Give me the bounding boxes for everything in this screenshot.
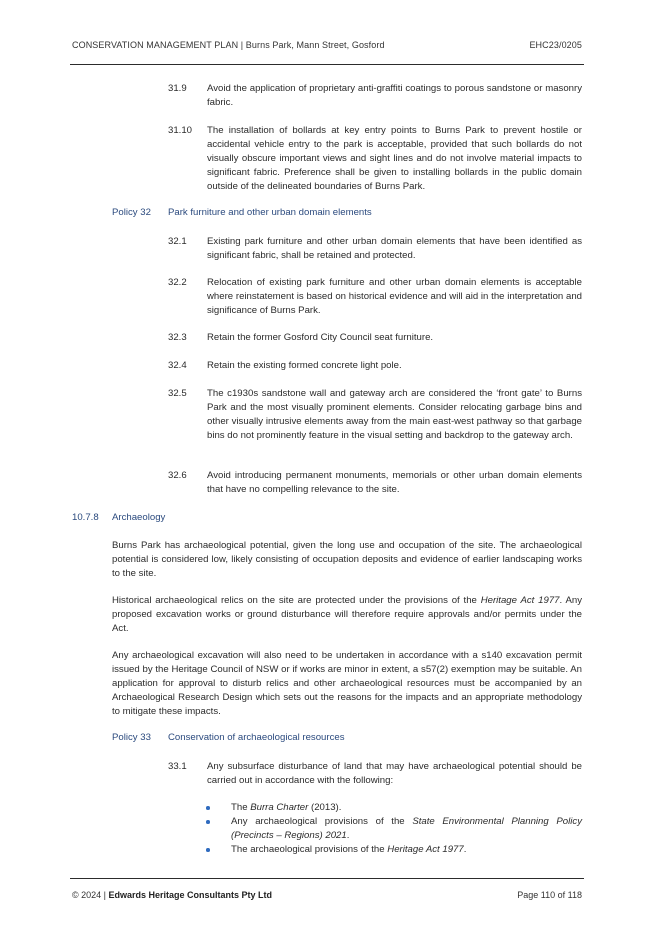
policy-title: Conservation of archaeological resources [168, 732, 345, 743]
header-rule [70, 64, 584, 65]
body-paragraph: Burns Park has archaeological potential, given the long use and occupation of the site. The archaeological potential is considered low, likely consisting of occupation deposits and evidence of earlier landscaping works to the site. [112, 540, 582, 579]
bullet-marker [206, 815, 213, 829]
page-header [72, 40, 582, 50]
policy-title: Park furniture and other urban domain elements [168, 207, 372, 218]
section-heading [72, 512, 165, 523]
footer-rule [70, 878, 584, 879]
item-text: The c1930s sandstone wall and gateway arch are considered the ‘front gate’ to Burns Park and the most visually prominent elements. Consider relocating garbage bins and other visually intrusive elements away from the main east-west pathway so that garbage bins do not prominently feature in the visual setting and backdrop to the gateway arch. [207, 388, 582, 441]
item-text: The installation of bollards at key entry points to Burns Park to prevent hostile or accidental vehicle entry to the park is acceptable, provided that such bollards do not visually obscure important views and sight lines and do not involve material impacts to significant fabric. Preference shall be given to installing bollards in the public domain outside of the delineated boundaries of Burns Park. [207, 125, 582, 192]
section-title: Archaeology [112, 512, 166, 523]
footer-company: Edwards Heritage Consultants Pty Ltd [108, 890, 273, 900]
bullet-item: The archaeological provisions of the Heritage Act 1977. [231, 844, 467, 855]
item-number: 32.5 [168, 388, 187, 399]
item-number: 31.9 [168, 83, 187, 94]
bullet-marker [206, 843, 213, 857]
policy-number: Policy 33 [112, 732, 151, 743]
bullet-item: Any archaeological provisions of the State Environmental Planning Policy (Precincts – Regions) 2021. [231, 816, 582, 841]
body-paragraph: Any archaeological excavation will also need to be undertaken in accordance with a s140 excavation permit issued by the Heritage Council of NSW or if works are minor in extent, a s57(2) exemption may be suitable. An application for approval to disturb relics and other archaeological resources must be accompanied by an Archaeological Research Design which sets out the reasons for the impacts and an appropriate methodology to mitigate these impacts. [112, 650, 582, 717]
item-number: 32.1 [168, 236, 187, 247]
policy-heading [112, 732, 345, 743]
body-paragraph: Historical archaeological relics on the site are protected under the provisions of the Heritage Act 1977. Any proposed excavation works or ground disturbance will therefore require approvals and/or permits under the Act. [112, 595, 582, 634]
item-text: Existing park furniture and other urban domain elements that have been identified as significant fabric, shall be retained and protected. [207, 236, 582, 261]
item-number: 32.2 [168, 277, 187, 288]
item-text: Any subsurface disturbance of land that may have archaeological potential should be carried out in accordance with the following: [207, 761, 582, 786]
header-title: CONSERVATION MANAGEMENT PLAN | Burns Park, Mann Street, Gosford [72, 40, 385, 50]
header-doc-code: EHC23/0205 [529, 40, 582, 50]
bullet-marker [206, 801, 213, 815]
item-number: 33.1 [168, 761, 187, 772]
item-number: 32.3 [168, 332, 187, 343]
item-text: Avoid the application of proprietary anti-graffiti coatings to porous sandstone or masonry fabric. [207, 83, 582, 108]
item-text: Avoid introducing permanent monuments, memorials or other urban domain elements that have no compelling relevance to the site. [207, 470, 582, 495]
bullet-item: The Burra Charter (2013). [231, 802, 342, 813]
section-number: 10.7.8 [72, 512, 99, 523]
item-number: 32.6 [168, 470, 187, 481]
item-number: 32.4 [168, 360, 187, 371]
policy-number: Policy 32 [112, 207, 151, 218]
page-number: Page 110 of 118 [517, 890, 582, 900]
footer-copyright: © 2024 | Edwards Heritage Consultants Pty Ltd [72, 890, 273, 900]
item-text: Retain the former Gosford City Council seat furniture. [207, 332, 434, 343]
item-text: Retain the existing formed concrete light pole. [207, 360, 402, 371]
policy-heading [112, 207, 372, 218]
page-footer [72, 890, 582, 900]
item-text: Relocation of existing park furniture and other urban domain elements is acceptable where reinstatement is based on historical evidence and will aid in the interpretation and significance of Burns Park. [207, 277, 582, 316]
item-number: 31.10 [168, 125, 193, 136]
